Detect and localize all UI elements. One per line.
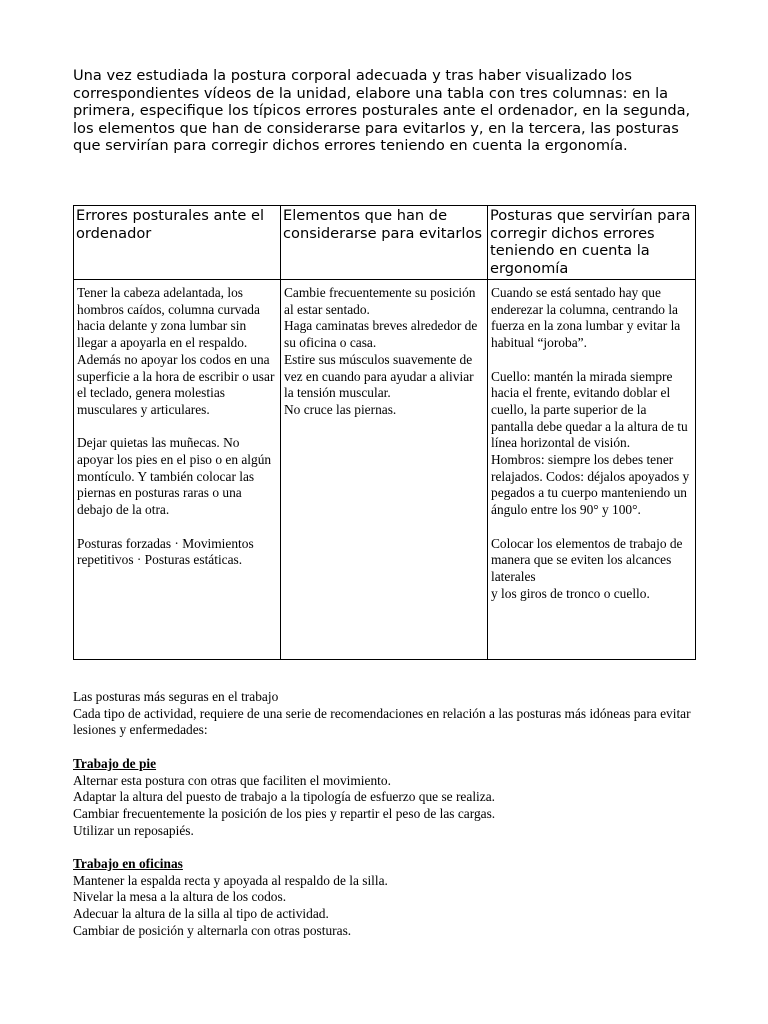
header-postures: Posturas que servirían para corregir dichos errores teniendo en cuenta la ergonomía — [488, 206, 696, 280]
list-item: Nivelar la mesa a la altura de los codos. — [73, 889, 287, 905]
cell-errors — [74, 280, 281, 660]
cell-postures — [488, 280, 696, 660]
section-title: Las posturas más seguras en el trabajo — [73, 689, 279, 704]
postures-paragraph: y los giros de tronco o cuello. — [491, 585, 650, 601]
standing-work-heading: Trabajo de pie — [73, 755, 157, 771]
list-item: Cambiar frecuentemente la posición de los pies y repartir el peso de las cargas. — [73, 805, 496, 821]
cell-elements — [281, 280, 488, 660]
office-work-heading: Trabajo en oficinas — [73, 856, 183, 871]
list-item: Mantener la espalda recta y apoyada al respaldo de la silla. — [73, 872, 388, 888]
recommendations-section — [73, 689, 713, 940]
table-header-row — [74, 206, 696, 280]
list-item: Adecuar la altura de la silla al tipo de actividad. — [73, 906, 329, 922]
postures-paragraph: Colocar los elementos de trabajo de manera que se eviten los alcances laterales — [491, 535, 683, 584]
postures-paragraph: Cuando se está sentado hay que enderezar la columna, centrando la fuerza en la zona lumbar y evitar la habitual “joroba”. — [491, 285, 681, 351]
header-errors: Errores posturales ante el ordenador — [74, 206, 281, 280]
postural-errors-table — [73, 205, 696, 660]
elements-paragraph: Haga caminatas breves alrededor de su oficina o casa. — [284, 318, 478, 351]
errors-paragraph: Tener la cabeza adelantada, los hombros caídos, columna curvada hacia delante y zona lumbar sin llegar a apoyarla en el respaldo. Además no apoyar los codos en una superficie a la hora de escribir o usar el teclado, genera molestias musculares y articulares. — [77, 285, 275, 417]
list-item: Utilizar un reposapiés. — [73, 822, 194, 838]
section-intro-text: Cada tipo de actividad, requiere de una serie de recomendaciones en relación a las posturas más idóneas para evitar lesiones y enfermedades: — [73, 705, 691, 738]
intro-paragraph: Una vez estudiada la postura corporal adecuada y tras haber visualizado los correspondientes vídeos de la unidad, elabore una tabla con tres columnas: en la primera, especifique los típicos errores posturales ante el ordenador, en la segunda, los elementos que han de considerarse para evitarlos y, en la tercera, las posturas que servirían para corregir dichos errores teniendo en cuenta la ergonomía. — [73, 67, 691, 154]
table-row — [74, 280, 696, 660]
list-item: Cambiar de posición y alternarla con otras posturas. — [73, 922, 352, 938]
postures-paragraph: Hombros: siempre los debes tener relajados. Codos: déjalos apoyados y pegados a tu cuerpo manteniendo un ángulo entre los 90° y 100°. — [491, 452, 690, 518]
errors-paragraph: Dejar quietas las muñecas. No apoyar los pies en el piso o en algún montículo. Y también colocar las piernas en posturas raras o una debajo de la otra. — [77, 435, 272, 518]
postures-paragraph: Cuello: mantén la mirada siempre hacia el frente, evitando doblar el cuello, la parte superior de la pantalla debe quedar a la altura de tu línea horizontal de visión. — [491, 368, 688, 451]
errors-paragraph: Posturas forzadas · Movimientos repetitivos · Posturas estáticas. — [77, 535, 254, 568]
elements-paragraph: No cruce las piernas. — [284, 401, 397, 417]
elements-paragraph: Estire sus músculos suavemente de vez en cuando para ayudar a aliviar la tensión muscular. — [284, 351, 474, 401]
list-item: Adaptar la altura del puesto de trabajo a la tipología de esfuerzo que se realiza. — [73, 789, 495, 805]
header-elements: Elementos que han de considerarse para evitarlos — [281, 206, 488, 280]
elements-paragraph: Cambie frecuentemente su posición al estar sentado. — [284, 285, 476, 317]
list-item: Alternar esta postura con otras que faciliten el movimiento. — [73, 772, 391, 788]
